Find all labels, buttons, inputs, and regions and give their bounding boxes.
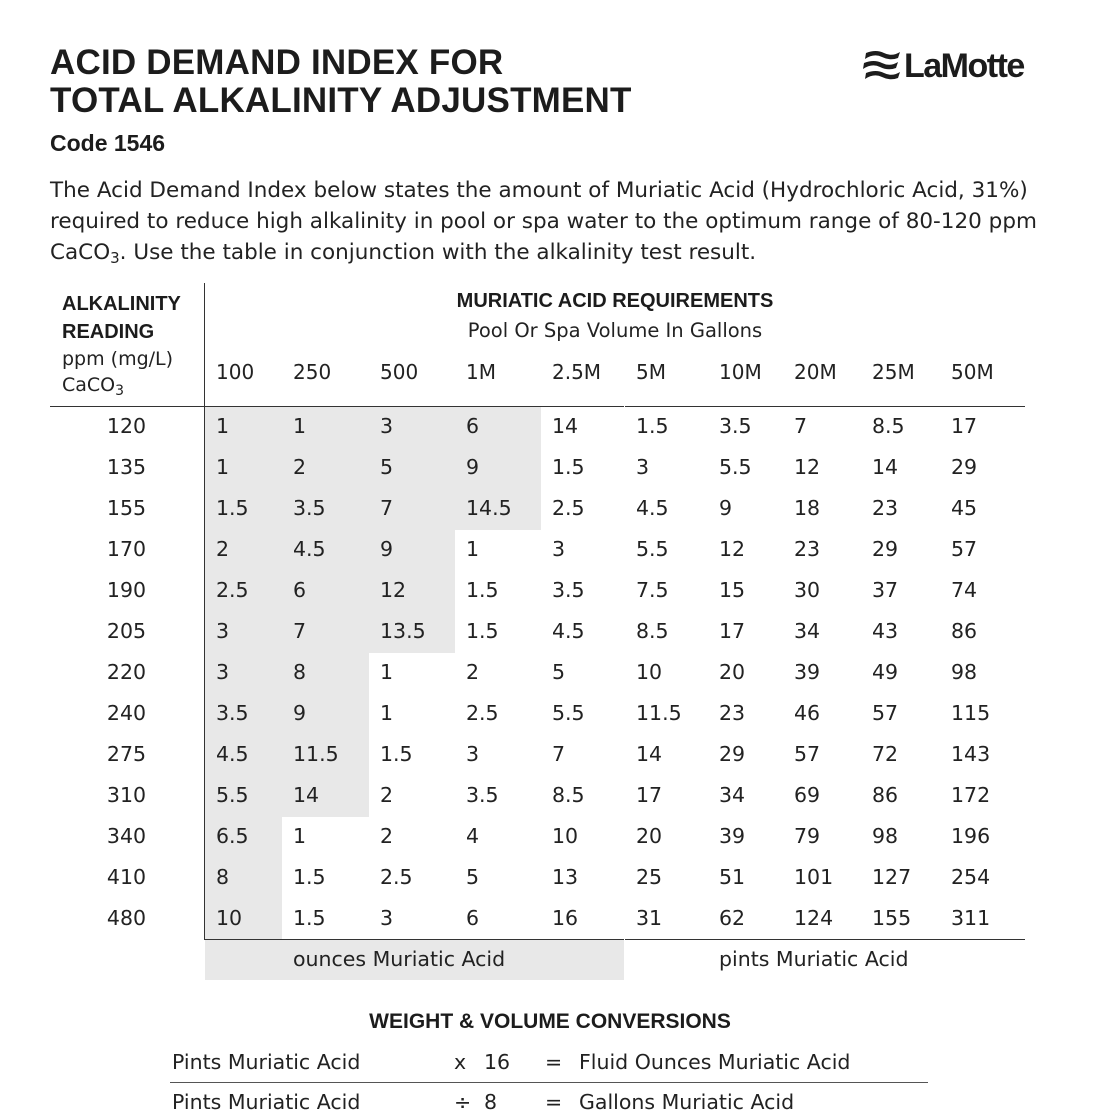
table-cell: 1.5 [636,414,669,438]
conversion-eq: = [545,1090,563,1114]
table-cell: 9 [719,496,733,520]
alkalinity-reading-120: 120 [106,414,147,438]
column-header-7: 10M [719,360,762,384]
table-cell: 1.5 [466,578,499,602]
table-cell: 5 [552,660,566,684]
table-cell: 4 [466,824,480,848]
table-cell: 2 [293,455,307,479]
table-cell: 172 [951,783,991,807]
table-cell: 3 [636,455,650,479]
table-cell: 8 [216,865,230,889]
table-cell: 39 [719,824,746,848]
table-cell: 5 [466,865,480,889]
alkalinity-reading-220: 220 [106,660,147,684]
table-cell: 13.5 [380,619,426,643]
table-cell: 1 [216,455,230,479]
table-cell: 4.5 [293,537,326,561]
table-cell: 1.5 [552,455,585,479]
table-cell: 254 [951,865,991,889]
table-cell: 69 [794,783,821,807]
alkalinity-reading-410: 410 [106,865,147,889]
table-cell: 86 [872,783,899,807]
table-cell: 12 [794,455,821,479]
table-vertical-divider [204,283,205,940]
table-cell: 29 [872,537,899,561]
table-cell: 1 [466,537,480,561]
table-cell: 1 [380,701,394,725]
table-cell: 124 [794,906,834,930]
table-cell: 46 [794,701,821,725]
table-cell: 10 [636,660,663,684]
table-cell: 2.5 [466,701,499,725]
table-cell: 1 [380,660,394,684]
table-cell: 311 [951,906,991,930]
intro-tail: . Use the table in conjunction with the alkalinity test result. [119,240,757,265]
table-cell: 4.5 [216,742,249,766]
table-cell: 11.5 [293,742,339,766]
table-cell: 14 [293,783,320,807]
table-cell: 37 [872,578,899,602]
alkalinity-units [62,346,173,398]
table-cell: 57 [872,701,899,725]
table-cell: 5.5 [216,783,249,807]
alkalinity-reading-310: 310 [106,783,147,807]
table-cell: 3 [466,742,480,766]
table-cell: 8.5 [552,783,585,807]
table-cell: 6 [466,906,480,930]
table-cell: 7 [552,742,566,766]
intro-paragraph [50,175,1040,268]
table-cell: 3 [216,619,230,643]
alkalinity-reading-205: 205 [106,619,147,643]
table-cell: 23 [872,496,899,520]
table-cell: 74 [951,578,978,602]
table-cell: 8 [293,660,307,684]
table-cell: 14 [636,742,663,766]
table-cell: 5.5 [552,701,585,725]
caco-subscript: 3 [115,383,125,399]
conversions-divider [170,1082,928,1083]
table-cell: 31 [636,906,663,930]
table-cell: 15 [719,578,746,602]
alkalinity-units-line1: ppm (mg/L) [62,348,174,370]
column-header-10: 50M [951,360,994,384]
table-cell: 17 [636,783,663,807]
table-cell: 3.5 [466,783,499,807]
title-line-1: ACID DEMAND INDEX FOR [50,43,504,82]
table-cell: 9 [380,537,394,561]
table-cell: 39 [794,660,821,684]
table-cell: 6 [293,578,307,602]
column-header-1: 100 [216,360,255,384]
column-header-8: 20M [794,360,837,384]
pints-divider [624,406,625,940]
intro-text: The Acid Demand Index below states the amount of Muriatic Acid (Hydrochloric Acid, 31%) required to reduce high alkalinity in pool or spa water to the optimum range of 80-120 ppm CaCO [50,178,1037,265]
table-cell: 101 [794,865,834,889]
ounces-unit-label: ounces Muriatic Acid [293,947,506,971]
table-cell: 1.5 [293,865,326,889]
table-cell: 23 [719,701,746,725]
conversion-factor: 16 [484,1050,511,1074]
table-cell: 10 [216,906,243,930]
table-cell: 9 [293,701,307,725]
table-cell: 9 [466,455,480,479]
table-cell: 34 [719,783,746,807]
table-cell: 57 [951,537,978,561]
table-cell: 4.5 [636,496,669,520]
alkalinity-reading-275: 275 [106,742,147,766]
conversion-from: Pints Muriatic Acid [172,1090,361,1114]
alkalinity-reading-170: 170 [106,537,147,561]
lamotte-logo [862,46,1024,86]
table-cell: 7 [293,619,307,643]
table-cell: 98 [872,824,899,848]
table-cell: 98 [951,660,978,684]
table-cell: 3.5 [293,496,326,520]
table-cell: 14 [552,414,579,438]
table-cell: 7.5 [636,578,669,602]
header-rule [50,406,1025,407]
table-cell: 3 [380,906,394,930]
table-cell: 14.5 [466,496,512,520]
column-header-6: 5M [636,360,666,384]
conversion-op: x [454,1050,467,1074]
table-cell: 2 [466,660,480,684]
table-cell: 7 [380,496,394,520]
alkalinity-reading-340: 340 [106,824,147,848]
table-cell: 196 [951,824,991,848]
table-cell: 3.5 [552,578,585,602]
table-cell: 12 [719,537,746,561]
alkalinity-reading-190: 190 [106,578,147,602]
table-cell: 29 [719,742,746,766]
table-cell: 79 [794,824,821,848]
table-cell: 2 [380,824,394,848]
table-cell: 3.5 [719,414,752,438]
table-cell: 17 [951,414,978,438]
intro-subscript: 3 [110,249,120,267]
table-cell: 29 [951,455,978,479]
table-cell: 51 [719,865,746,889]
table-cell: 6.5 [216,824,249,848]
column-header-3: 500 [380,360,419,384]
table-cell: 49 [872,660,899,684]
body-bottom-rule [204,939,1025,940]
requirements-title: MURIATIC ACID REQUIREMENTS [456,290,774,312]
conversion-factor: 8 [484,1090,498,1114]
table-cell: 86 [951,619,978,643]
table-cell: 7 [794,414,808,438]
conversions-title: WEIGHT & VOLUME CONVERSIONS [369,1010,731,1033]
table-cell: 14 [872,455,899,479]
column-header-9: 25M [872,360,915,384]
wave-flag-icon [862,49,902,83]
table-cell: 3.5 [216,701,249,725]
table-cell: 1.5 [293,906,326,930]
table-cell: 43 [872,619,899,643]
table-cell: 13 [552,865,579,889]
table-cell: 3 [552,537,566,561]
table-cell: 155 [872,906,912,930]
requirements-subtitle: Pool Or Spa Volume In Gallons [467,319,763,342]
table-cell: 127 [872,865,912,889]
table-cell: 72 [872,742,899,766]
column-header-5: 2.5M [552,360,602,384]
alkalinity-reading-155: 155 [106,496,147,520]
table-cell: 1.5 [466,619,499,643]
conversion-eq: = [545,1050,563,1074]
table-cell: 3 [380,414,394,438]
logo-wordmark: LaMotte [904,46,1024,85]
table-cell: 8.5 [872,414,905,438]
table-cell: 45 [951,496,978,520]
table-cell: 20 [719,660,746,684]
alkalinity-reading-480: 480 [106,906,147,930]
table-cell: 2.5 [216,578,249,602]
table-cell: 10 [552,824,579,848]
product-code: Code 1546 [50,130,166,156]
table-cell: 8.5 [636,619,669,643]
column-header-2: 250 [293,360,332,384]
conversion-op: ÷ [454,1090,472,1114]
table-cell: 143 [951,742,991,766]
conversion-to: Fluid Ounces Muriatic Acid [579,1050,851,1074]
table-cell: 2 [380,783,394,807]
alkalinity-header-line2: READING [62,321,155,343]
table-cell: 30 [794,578,821,602]
conversion-to: Gallons Muriatic Acid [579,1090,795,1114]
table-cell: 12 [380,578,407,602]
alkalinity-header-line1: ALKALINITY [62,293,181,315]
table-cell: 1 [293,824,307,848]
table-cell: 1 [293,414,307,438]
table-cell: 3 [216,660,230,684]
table-cell: 6 [466,414,480,438]
table-cell: 5.5 [636,537,669,561]
table-cell: 1 [216,414,230,438]
table-cell: 1.5 [380,742,413,766]
page-title [50,44,632,120]
table-cell: 4.5 [552,619,585,643]
table-cell: 18 [794,496,821,520]
table-cell: 16 [552,906,579,930]
table-cell: 115 [951,701,991,725]
alkalinity-units-line2 [62,372,173,398]
table-cell: 57 [794,742,821,766]
pints-unit-label: pints Muriatic Acid [719,947,909,971]
table-cell: 25 [636,865,663,889]
alkalinity-header [62,290,181,346]
conversion-from: Pints Muriatic Acid [172,1050,361,1074]
table-cell: 2.5 [552,496,585,520]
table-cell: 2.5 [380,865,413,889]
title-line-2: TOTAL ALKALINITY ADJUSTMENT [50,81,632,120]
table-cell: 5.5 [719,455,752,479]
table-cell: 1.5 [216,496,249,520]
table-cell: 62 [719,906,746,930]
alkalinity-reading-240: 240 [106,701,147,725]
table-cell: 17 [719,619,746,643]
ounces-shade-col-3 [369,407,455,653]
table-cell: 34 [794,619,821,643]
column-header-4: 1M [466,360,496,384]
alkalinity-reading-135: 135 [106,455,147,479]
table-cell: 23 [794,537,821,561]
table-cell: 5 [380,455,394,479]
table-cell: 20 [636,824,663,848]
table-cell: 2 [216,537,230,561]
table-cell: 11.5 [636,701,682,725]
caco-text: CaCO [62,374,116,396]
